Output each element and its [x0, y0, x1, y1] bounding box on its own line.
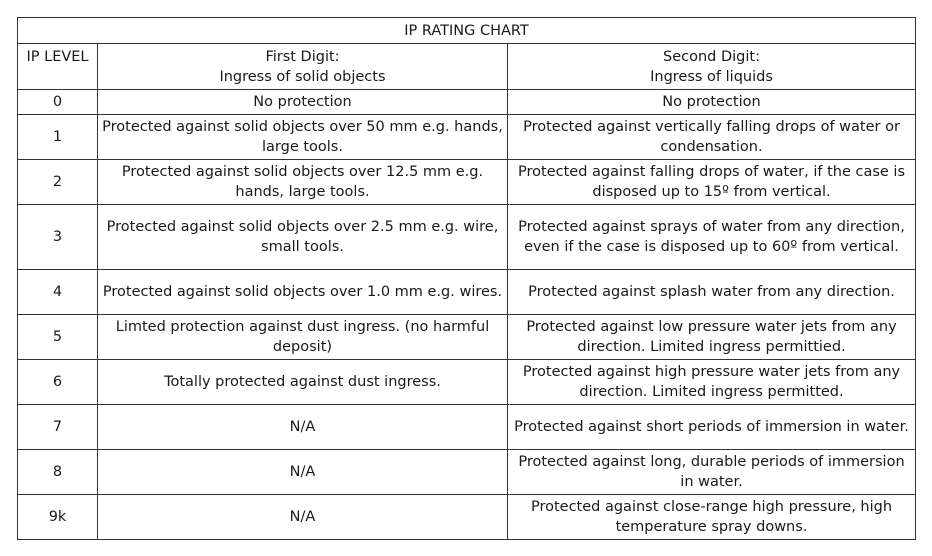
first-digit-cell: Protected against solid objects over 2.5 mm e.g. wire, small tools. — [98, 205, 508, 270]
second-digit-cell: Protected against splash water from any direction. — [508, 270, 916, 315]
second-digit-cell: Protected against short periods of immersion in water. — [508, 405, 916, 450]
second-digit-cell: Protected against vertically falling drops of water or condensation. — [508, 115, 916, 160]
table-row — [18, 495, 916, 540]
second-digit-cell: Protected against high pressure water jets from any direction. Limited ingress permitted. — [508, 360, 916, 405]
first-digit-cell: N/A — [98, 405, 508, 450]
second-digit-cell: No protection — [508, 90, 916, 115]
second-digit-cell: Protected against long, durable periods of immersion in water. — [508, 450, 916, 495]
ip-level-cell: 3 — [18, 205, 98, 270]
ip-level-cell: 9k — [18, 495, 98, 540]
table-row — [18, 360, 916, 405]
ip-level-cell: 2 — [18, 160, 98, 205]
ip-rating-table — [17, 17, 916, 540]
first-digit-cell: Protected against solid objects over 50 mm e.g. hands, large tools. — [98, 115, 508, 160]
second-digit-cell: Protected against close-range high pressure, high temperature spray downs. — [508, 495, 916, 540]
table-row — [18, 160, 916, 205]
second-digit-cell: Protected against sprays of water from any direction, even if the case is disposed up to 60º from vertical. — [508, 205, 916, 270]
table-title: IP RATING CHART — [18, 18, 916, 44]
header-second-digit-line2: Ingress of liquids — [650, 68, 773, 85]
table-row — [18, 115, 916, 160]
header-second-digit — [508, 44, 916, 90]
second-digit-cell: Protected against low pressure water jets from any direction. Limited ingress permittied. — [508, 315, 916, 360]
table-row — [18, 205, 916, 270]
first-digit-cell: N/A — [98, 495, 508, 540]
header-row — [18, 44, 916, 90]
ip-level-cell: 0 — [18, 90, 98, 115]
ip-level-cell: 8 — [18, 450, 98, 495]
ip-level-cell: 1 — [18, 115, 98, 160]
first-digit-cell: Protected against solid objects over 1.0 mm e.g. wires. — [98, 270, 508, 315]
title-row — [18, 18, 916, 44]
table-row — [18, 270, 916, 315]
ip-level-cell: 5 — [18, 315, 98, 360]
ip-level-cell: 4 — [18, 270, 98, 315]
first-digit-cell: Protected against solid objects over 12.5 mm e.g. hands, large tools. — [98, 160, 508, 205]
table-row — [18, 90, 916, 115]
first-digit-cell: No protection — [98, 90, 508, 115]
table-row — [18, 405, 916, 450]
ip-level-cell: 7 — [18, 405, 98, 450]
first-digit-cell: Totally protected against dust ingress. — [98, 360, 508, 405]
header-first-digit — [98, 44, 508, 90]
header-first-digit-line1: First Digit: — [265, 48, 340, 65]
table-row — [18, 315, 916, 360]
first-digit-cell: N/A — [98, 450, 508, 495]
second-digit-cell: Protected against falling drops of water, if the case is disposed up to 15º from vertical. — [508, 160, 916, 205]
header-ip-level: IP LEVEL — [18, 44, 98, 90]
table-row — [18, 450, 916, 495]
ip-level-cell: 6 — [18, 360, 98, 405]
header-first-digit-line2: Ingress of solid objects — [219, 68, 386, 85]
header-second-digit-line1: Second Digit: — [663, 48, 760, 65]
first-digit-cell: Limted protection against dust ingress. (no harmful deposit) — [98, 315, 508, 360]
